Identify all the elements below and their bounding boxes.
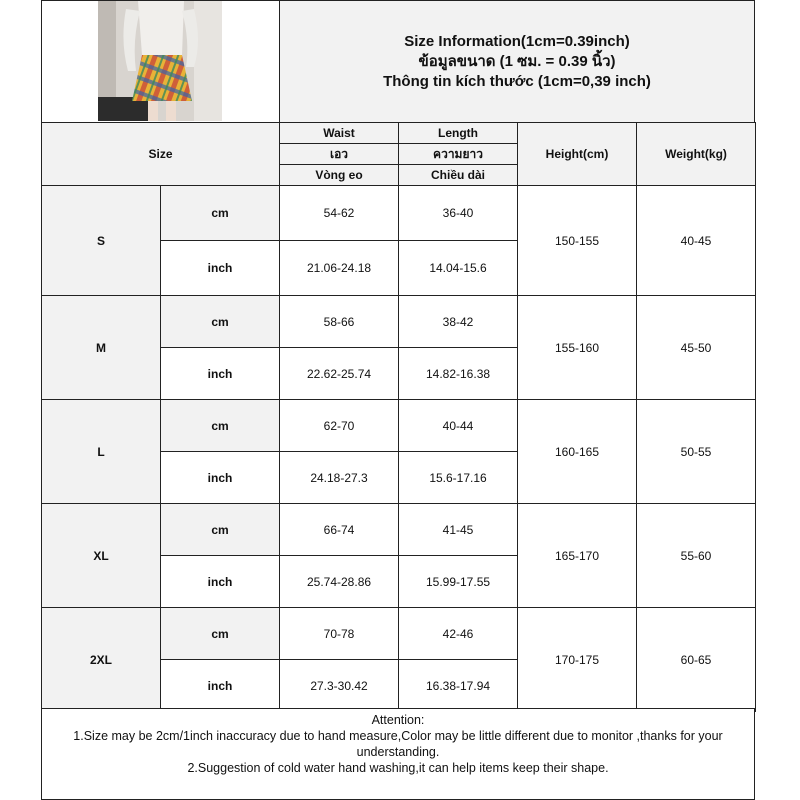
size-header: Size bbox=[42, 123, 280, 186]
info-title-vi: Thông tin kích thước (1cm=0,39 inch) bbox=[383, 72, 651, 90]
size-label: XL bbox=[42, 504, 161, 608]
table-row bbox=[42, 296, 756, 348]
waist-inch: 24.18-27.3 bbox=[280, 452, 399, 504]
height-header: Height(cm) bbox=[518, 123, 637, 186]
info-title-th: ข้อมูลขนาด (1 ซม. = 0.39 นิ้ว) bbox=[418, 52, 616, 70]
unit-inch: inch bbox=[161, 556, 280, 608]
length-inch: 16.38-17.94 bbox=[399, 660, 518, 712]
product-photo-image bbox=[98, 1, 222, 121]
length-inch: 15.6-17.16 bbox=[399, 452, 518, 504]
weight-range: 50-55 bbox=[637, 400, 756, 504]
unit-cm: cm bbox=[161, 296, 280, 348]
height-range: 155-160 bbox=[518, 296, 637, 400]
attention-line-2: 2.Suggestion of cold water hand washing,it can help items keep their shape. bbox=[187, 761, 609, 775]
waist-cm: 66-74 bbox=[280, 504, 399, 556]
height-range: 165-170 bbox=[518, 504, 637, 608]
length-cm: 41-45 bbox=[399, 504, 518, 556]
weight-header: Weight(kg) bbox=[637, 123, 756, 186]
product-photo bbox=[98, 1, 222, 121]
table-row bbox=[42, 400, 756, 452]
unit-cm: cm bbox=[161, 608, 280, 660]
height-range: 160-165 bbox=[518, 400, 637, 504]
weight-range: 40-45 bbox=[637, 186, 756, 296]
table-row bbox=[42, 186, 756, 241]
info-title-en: Size Information(1cm=0.39inch) bbox=[404, 32, 630, 50]
size-label: S bbox=[42, 186, 161, 296]
unit-inch: inch bbox=[161, 348, 280, 400]
table-row bbox=[42, 608, 756, 660]
size-label: 2XL bbox=[42, 608, 161, 712]
length-cm: 42-46 bbox=[399, 608, 518, 660]
waist-cm: 62-70 bbox=[280, 400, 399, 452]
length-header-en: Length bbox=[399, 123, 518, 144]
height-range: 150-155 bbox=[518, 186, 637, 296]
waist-header-vi: Vòng eo bbox=[280, 165, 399, 186]
length-inch: 14.04-15.6 bbox=[399, 241, 518, 296]
attention-title: Attention: bbox=[371, 713, 425, 727]
weight-range: 55-60 bbox=[637, 504, 756, 608]
waist-inch: 21.06-24.18 bbox=[280, 241, 399, 296]
unit-inch: inch bbox=[161, 452, 280, 504]
length-cm: 40-44 bbox=[399, 400, 518, 452]
waist-cm: 70-78 bbox=[280, 608, 399, 660]
length-inch: 14.82-16.38 bbox=[399, 348, 518, 400]
unit-cm: cm bbox=[161, 186, 280, 241]
length-inch: 15.99-17.55 bbox=[399, 556, 518, 608]
size-table bbox=[41, 122, 756, 712]
attention-note bbox=[41, 708, 755, 800]
height-range: 170-175 bbox=[518, 608, 637, 712]
unit-inch: inch bbox=[161, 660, 280, 712]
weight-range: 60-65 bbox=[637, 608, 756, 712]
waist-header-en: Waist bbox=[280, 123, 399, 144]
size-information-header bbox=[279, 0, 755, 123]
unit-inch: inch bbox=[161, 241, 280, 296]
length-cm: 38-42 bbox=[399, 296, 518, 348]
waist-inch: 25.74-28.86 bbox=[280, 556, 399, 608]
waist-cm: 58-66 bbox=[280, 296, 399, 348]
waist-inch: 22.62-25.74 bbox=[280, 348, 399, 400]
length-header-vi: Chiều dài bbox=[399, 165, 518, 186]
size-label: M bbox=[42, 296, 161, 400]
waist-cm: 54-62 bbox=[280, 186, 399, 241]
unit-cm: cm bbox=[161, 400, 280, 452]
unit-cm: cm bbox=[161, 504, 280, 556]
size-label: L bbox=[42, 400, 161, 504]
length-header-th: ความยาว bbox=[399, 144, 518, 165]
weight-range: 45-50 bbox=[637, 296, 756, 400]
attention-line-1: 1.Size may be 2cm/1inch inaccuracy due to hand measure,Color may be little different due to monitor ,thanks for your understanding. bbox=[73, 729, 723, 759]
size-chart bbox=[41, 0, 755, 800]
waist-inch: 27.3-30.42 bbox=[280, 660, 399, 712]
table-row bbox=[42, 504, 756, 556]
length-cm: 36-40 bbox=[399, 186, 518, 241]
waist-header-th: เอว bbox=[280, 144, 399, 165]
